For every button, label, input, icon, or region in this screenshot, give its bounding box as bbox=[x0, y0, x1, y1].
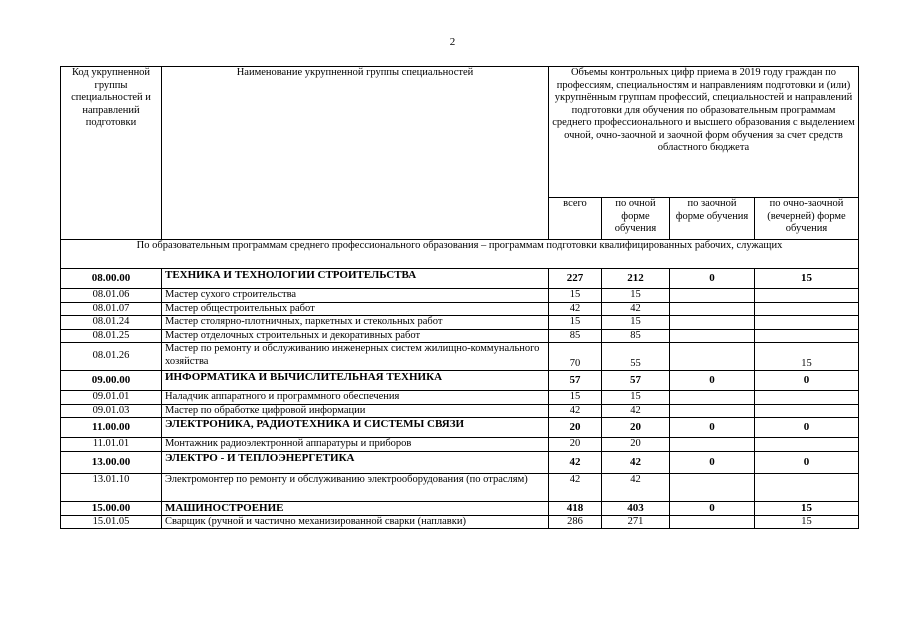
row-part-time bbox=[755, 391, 859, 405]
table-row bbox=[61, 289, 859, 303]
row-name: ИНФОРМАТИКА И ВЫЧИСЛИТЕЛЬНАЯ ТЕХНИКА bbox=[162, 371, 549, 391]
row-full-time: 20 bbox=[602, 438, 670, 452]
row-total: 42 bbox=[549, 473, 602, 501]
row-full-time: 55 bbox=[602, 343, 670, 371]
header-code: Код укрупненной группы специальностей и направлений подготовки bbox=[61, 67, 162, 240]
row-name: ТЕХНИКА И ТЕХНОЛОГИИ СТРОИТЕЛЬСТВА bbox=[162, 269, 549, 289]
row-name: Мастер отделочных строительных и декоративных работ bbox=[162, 329, 549, 343]
section-title: По образовательным программам среднего профессионального образования – программам подготовки квалифицированных рабочих, служащих bbox=[61, 240, 859, 269]
table-row bbox=[61, 438, 859, 452]
row-total: 418 bbox=[549, 501, 602, 515]
table-row bbox=[61, 451, 859, 473]
table-row bbox=[61, 302, 859, 316]
header-full-time: по очной форме обучения bbox=[602, 198, 670, 240]
row-full-time: 212 bbox=[602, 269, 670, 289]
row-part-time: 0 bbox=[755, 451, 859, 473]
row-full-time: 57 bbox=[602, 371, 670, 391]
row-name: Монтажник радиоэлектронной аппаратуры и приборов bbox=[162, 438, 549, 452]
row-part-time bbox=[755, 289, 859, 303]
table-row bbox=[61, 391, 859, 405]
row-code: 09.01.03 bbox=[61, 404, 162, 418]
row-part-time: 15 bbox=[755, 343, 859, 371]
table-row bbox=[61, 343, 859, 371]
row-full-time: 42 bbox=[602, 404, 670, 418]
row-part-time: 15 bbox=[755, 515, 859, 529]
row-total: 42 bbox=[549, 451, 602, 473]
row-total: 57 bbox=[549, 371, 602, 391]
row-code: 08.01.25 bbox=[61, 329, 162, 343]
row-total: 20 bbox=[549, 418, 602, 438]
row-extramural: 0 bbox=[670, 371, 755, 391]
row-code: 15.00.00 bbox=[61, 501, 162, 515]
header-volumes: Объемы контрольных цифр приема в 2019 году граждан по профессиям, специальностям и направлениям подготовки и (или) укрупнённым группам профессий, специальностей и направлений подготовки для обучения по образовательным программам среднего профессионального и высшего образования с выделением очной, очно-заочной и заочной форм обучения за счет средств областного бюджета bbox=[549, 67, 859, 198]
row-part-time bbox=[755, 473, 859, 501]
row-part-time: 15 bbox=[755, 269, 859, 289]
row-name: Электромонтер по ремонту и обслуживанию электрооборудования (по отраслям) bbox=[162, 473, 549, 501]
row-total: 15 bbox=[549, 316, 602, 330]
row-extramural bbox=[670, 316, 755, 330]
table-row bbox=[61, 371, 859, 391]
row-part-time bbox=[755, 329, 859, 343]
row-total: 20 bbox=[549, 438, 602, 452]
row-total: 70 bbox=[549, 343, 602, 371]
row-extramural bbox=[670, 343, 755, 371]
row-full-time: 15 bbox=[602, 316, 670, 330]
row-code: 15.01.05 bbox=[61, 515, 162, 529]
row-total: 42 bbox=[549, 404, 602, 418]
row-name: МАШИНОСТРОЕНИЕ bbox=[162, 501, 549, 515]
row-extramural bbox=[670, 329, 755, 343]
row-extramural bbox=[670, 391, 755, 405]
table-row bbox=[61, 316, 859, 330]
header-name: Наименование укрупненной группы специальностей bbox=[162, 67, 549, 240]
row-total: 286 bbox=[549, 515, 602, 529]
row-extramural: 0 bbox=[670, 269, 755, 289]
row-extramural bbox=[670, 515, 755, 529]
row-part-time bbox=[755, 316, 859, 330]
row-full-time: 15 bbox=[602, 391, 670, 405]
row-full-time: 403 bbox=[602, 501, 670, 515]
row-code: 08.01.26 bbox=[61, 343, 162, 371]
row-extramural bbox=[670, 289, 755, 303]
row-name: Наладчик аппаратного и программного обеспечения bbox=[162, 391, 549, 405]
row-part-time: 0 bbox=[755, 371, 859, 391]
table-row bbox=[61, 418, 859, 438]
row-part-time bbox=[755, 302, 859, 316]
row-extramural bbox=[670, 473, 755, 501]
row-full-time: 42 bbox=[602, 451, 670, 473]
row-extramural bbox=[670, 404, 755, 418]
row-name: Мастер по обработке цифровой информации bbox=[162, 404, 549, 418]
row-extramural bbox=[670, 438, 755, 452]
row-part-time: 0 bbox=[755, 418, 859, 438]
row-code: 13.01.10 bbox=[61, 473, 162, 501]
table-row bbox=[61, 501, 859, 515]
row-extramural bbox=[670, 302, 755, 316]
row-total: 15 bbox=[549, 289, 602, 303]
row-total: 42 bbox=[549, 302, 602, 316]
row-code: 13.00.00 bbox=[61, 451, 162, 473]
row-code: 11.00.00 bbox=[61, 418, 162, 438]
page-number: 2 bbox=[449, 36, 456, 48]
row-name: Сварщик (ручной и частично механизированной сварки (наплавки) bbox=[162, 515, 549, 529]
row-code: 09.00.00 bbox=[61, 371, 162, 391]
row-name: Мастер сухого строительства bbox=[162, 289, 549, 303]
row-extramural: 0 bbox=[670, 418, 755, 438]
row-extramural: 0 bbox=[670, 451, 755, 473]
table-row bbox=[61, 473, 859, 501]
admission-table bbox=[60, 66, 859, 529]
header-total: всего bbox=[549, 198, 602, 240]
row-total: 15 bbox=[549, 391, 602, 405]
row-part-time bbox=[755, 438, 859, 452]
row-name: ЭЛЕКТРОНИКА, РАДИОТЕХНИКА И СИСТЕМЫ СВЯЗИ bbox=[162, 418, 549, 438]
table-row bbox=[61, 329, 859, 343]
row-full-time: 85 bbox=[602, 329, 670, 343]
row-full-time: 271 bbox=[602, 515, 670, 529]
row-full-time: 20 bbox=[602, 418, 670, 438]
row-code: 08.00.00 bbox=[61, 269, 162, 289]
row-code: 08.01.07 bbox=[61, 302, 162, 316]
header-part-time: по очно-заочной (вечерней) форме обучения bbox=[755, 198, 859, 240]
table-row bbox=[61, 269, 859, 289]
row-full-time: 15 bbox=[602, 289, 670, 303]
row-extramural: 0 bbox=[670, 501, 755, 515]
row-part-time: 15 bbox=[755, 501, 859, 515]
row-name: ЭЛЕКТРО - И ТЕПЛОЭНЕРГЕТИКА bbox=[162, 451, 549, 473]
row-total: 227 bbox=[549, 269, 602, 289]
row-full-time: 42 bbox=[602, 473, 670, 501]
row-name: Мастер общестроительных работ bbox=[162, 302, 549, 316]
row-code: 09.01.01 bbox=[61, 391, 162, 405]
row-name: Мастер столярно-плотничных, паркетных и стекольных работ bbox=[162, 316, 549, 330]
row-full-time: 42 bbox=[602, 302, 670, 316]
table-row bbox=[61, 515, 859, 529]
row-code: 08.01.24 bbox=[61, 316, 162, 330]
row-code: 11.01.01 bbox=[61, 438, 162, 452]
row-total: 85 bbox=[549, 329, 602, 343]
table-row bbox=[61, 404, 859, 418]
row-code: 08.01.06 bbox=[61, 289, 162, 303]
header-extramural: по заочной форме обучения bbox=[670, 198, 755, 240]
row-name: Мастер по ремонту и обслуживанию инженерных систем жилищно-коммунального хозяйства bbox=[162, 343, 549, 371]
row-part-time bbox=[755, 404, 859, 418]
